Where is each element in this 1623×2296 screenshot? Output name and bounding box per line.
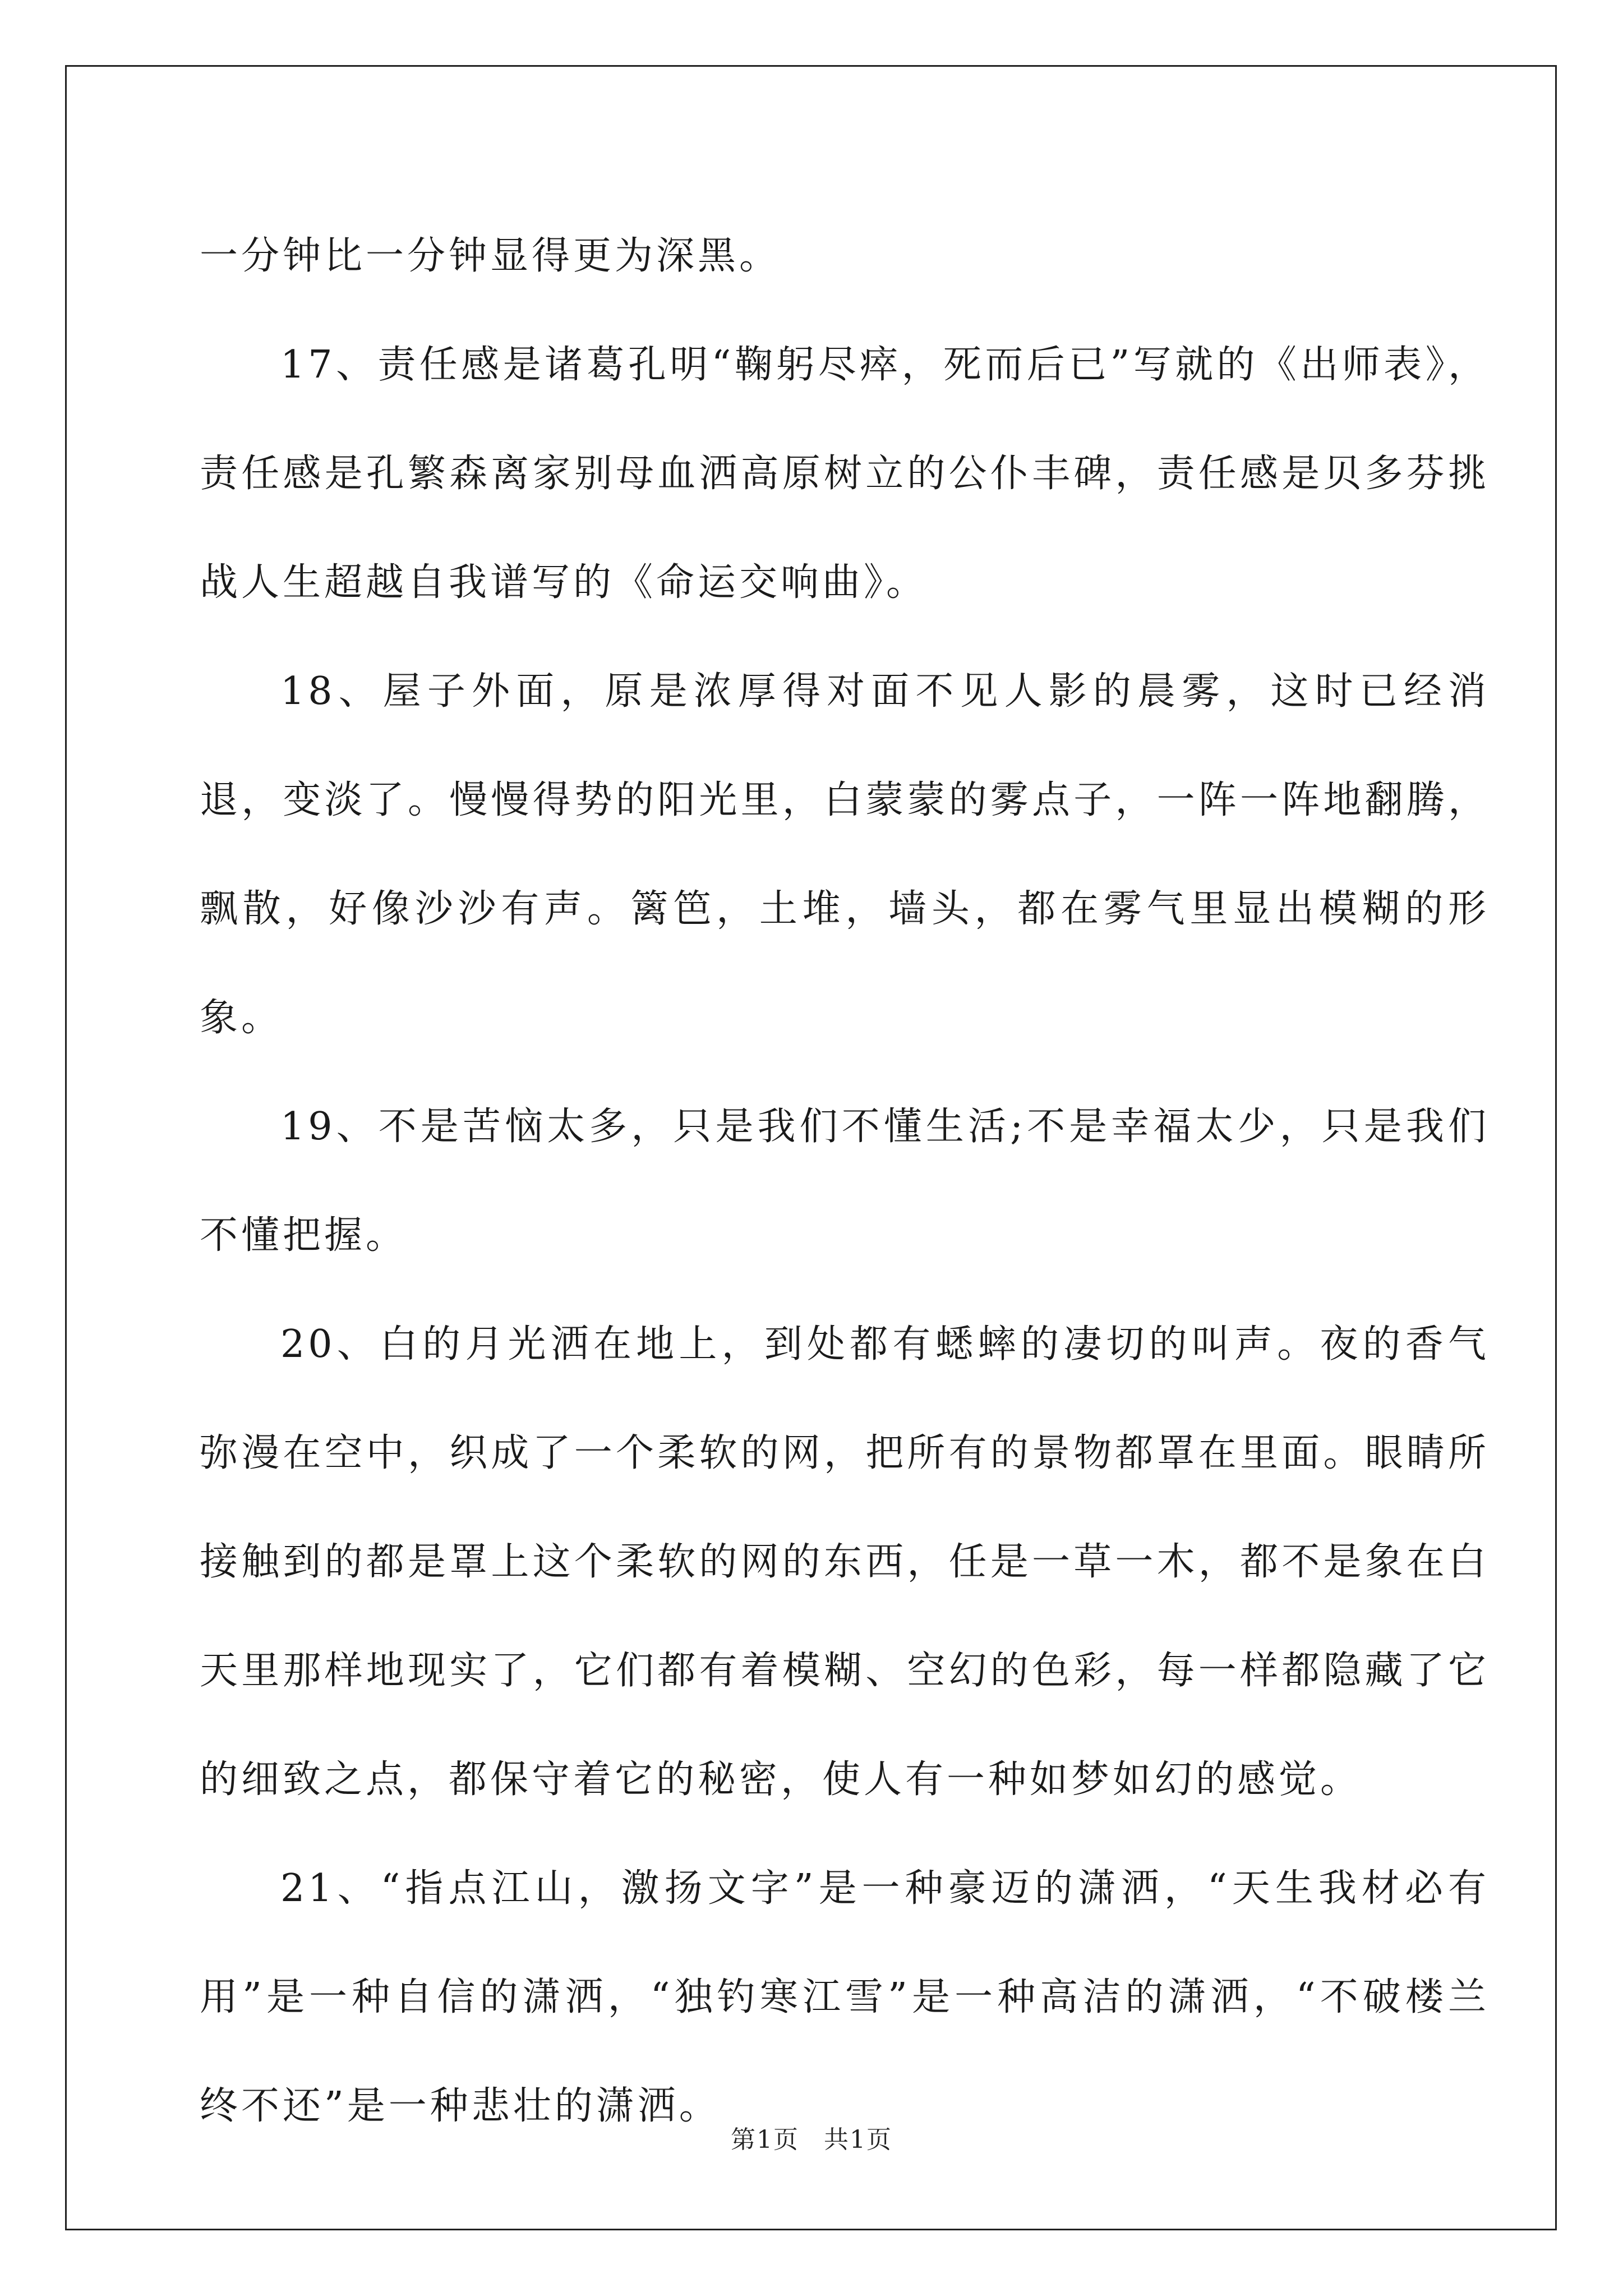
paragraph-continuation: 一分钟比一分钟显得更为深黑。 (200, 234, 781, 278)
paragraph-18: 18、屋子外面，原是浓厚得对面不见人影的晨雾，这时已经消退，变淡了。慢慢得势的阳光里，白蒙蒙的雾点子，一阵一阵地翻腾，飘散，好像沙沙有声。篱笆，土堆，墙头，都在雾气里显出模糊的形象。 (200, 669, 1490, 1040)
paragraph-17: 17、责任感是诸葛孔明“鞠躬尽瘁，死而后已”写就的《出师表》，责任感是孔繁森离家别母血洒高原树立的公仆丰碑，责任感是贝多芬挑战人生超越自我谱写的《命运交响曲》。 (200, 343, 1490, 605)
page-number-current: 第1页 (731, 2125, 799, 2154)
document-body (200, 202, 1490, 2161)
page-footer (0, 2119, 1623, 2155)
paragraph-20: 20、白的月光洒在地上，到处都有蟋蟀的凄切的叫声。夜的香气弥漫在空中，织成了一个柔软的网，把所有的景物都罩在里面。眼睛所接触到的都是罩上这个柔软的网的东西，任是一草一木，都不是象在白天里那样地现实了，它们都有着模糊、空幻的色彩，每一样都隐藏了它的细致之点，都保守着它的秘密，使人有一种如梦如幻的感觉。 (200, 1322, 1490, 1802)
paragraph-21: 21、“指点江山，激扬文字”是一种豪迈的潇洒，“天生我材必有用”是一种自信的潇洒，“独钓寒江雪”是一种高洁的潇洒，“不破楼兰终不还”是一种悲壮的潇洒。 (200, 1866, 1490, 2128)
page-number-total: 共1页 (824, 2125, 892, 2154)
paragraph-19: 19、不是苦恼太多，只是我们不懂生活;不是幸福太少，只是我们不懂把握。 (200, 1105, 1490, 1258)
